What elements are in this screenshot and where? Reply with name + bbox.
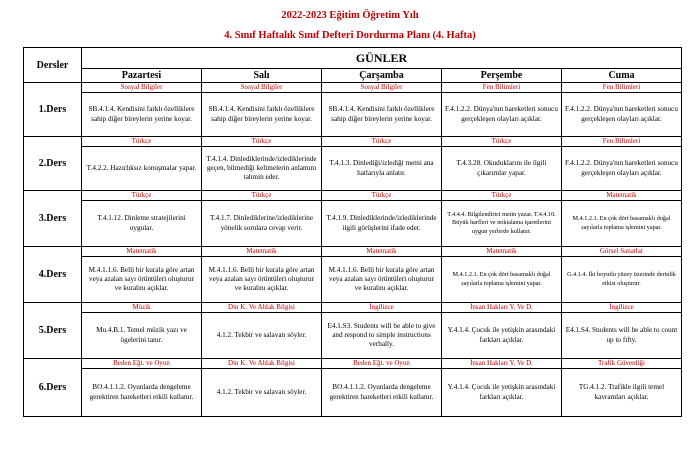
objective-text: 4.1.2. Tekbir ve salavatı söyler. xyxy=(216,387,307,396)
objective-text: E4.1.S3. Students will be able to give and respond to simple instructions verbally. xyxy=(327,321,436,349)
lesson-cell xyxy=(442,359,562,417)
lesson-cell xyxy=(562,247,682,303)
lesson-cell xyxy=(562,137,682,191)
weekly-plan-table xyxy=(23,47,682,417)
lesson-cell xyxy=(322,303,442,359)
subject-label: Fen Bilimleri xyxy=(442,83,561,93)
lesson-cell xyxy=(322,137,442,191)
objective-text: TG.4.1.2. Trafikle ilgili temel kavramları açıklar. xyxy=(578,383,665,401)
objective-text: T.4.1.3. Dinlediği/izlediği metni ana hatlarıyla anlatır. xyxy=(329,159,434,177)
subject-label: Sosyal Bilgiler xyxy=(322,83,441,93)
lesson-cell xyxy=(202,359,322,417)
subject-label: Müzik xyxy=(82,303,201,313)
day-header: Perşembe xyxy=(442,69,562,83)
lesson-cell xyxy=(82,247,202,303)
subject-label: Matematik xyxy=(442,247,561,257)
subject-label: Matematik xyxy=(562,191,681,201)
lesson-cell xyxy=(202,137,322,191)
subject-label: İngilizce xyxy=(562,303,681,313)
lesson-cell xyxy=(202,303,322,359)
lesson-cell xyxy=(322,359,442,417)
objective-text: Y.4.1.4. Çocuk ile yetişkin arasındaki farkları açıklar. xyxy=(447,326,556,344)
lesson-cell xyxy=(322,247,442,303)
lesson-cell xyxy=(82,303,202,359)
lesson-cell xyxy=(562,359,682,417)
objective-text: BO.4.1.1.2. Oyunlarda dengeleme gerektiren hareketleri etkili kullanır. xyxy=(89,383,194,401)
subject-label: Görsel Sanatlar xyxy=(562,247,681,257)
subject-label: Türkçe xyxy=(442,191,561,201)
table-row xyxy=(24,359,682,417)
objective-text: SB.4.1.4. Kendisini farklı özelliklere sahip diğer bireylerin yerine koyar. xyxy=(208,105,315,123)
table-row xyxy=(24,191,682,247)
subject-label: Beden Eğt. ve Oyun xyxy=(322,359,441,369)
lesson-cell xyxy=(562,303,682,359)
lesson-label: 3.Ders xyxy=(24,191,82,247)
objective-text: M.4.1.2.1. En çok dört basamaklı doğal sayılarla toplama işlemini yapar. xyxy=(572,215,671,231)
lesson-cell xyxy=(202,247,322,303)
lesson-label: 6.Ders xyxy=(24,359,82,417)
gunler-header: GÜNLER xyxy=(82,48,682,69)
objective-text: M.4.1.2.1. En çok dört basamaklı doğal sayılarla toplama işlemini yapar. xyxy=(452,271,551,287)
subject-label: Türkçe xyxy=(442,137,561,147)
objective-text: T.4.1.12. Dinleme stratejilerini uygular. xyxy=(97,214,186,232)
lesson-cell xyxy=(562,191,682,247)
lesson-cell xyxy=(322,191,442,247)
subject-label: İngilizce xyxy=(322,303,441,313)
objective-text: T.4.1.9. Dinlediklerinde/izlediklerinde ilgili görüşlerini ifade eder. xyxy=(326,214,437,232)
objective-text: SB.4.1.4. Kendisini farklı özelliklere sahip diğer bireylerin yerine koyar. xyxy=(88,105,195,123)
subject-label: Din K. Ve Ahlak Bilgisi xyxy=(202,359,321,369)
objective-text: M.4.1.1.6. Belli bir kurala göre artan veya azalan sayı örüntüleri oluşturur ve kuralını açıklar. xyxy=(88,265,195,293)
objective-text: F.4.1.2.2. Dünya'nın hareketleri sonucu gerçekleşen olayları açıklar. xyxy=(565,105,678,123)
objective-text: G.4.1.4. İki boyutlu yüzey üzerinde derinlik etkisi oluşturur. xyxy=(567,271,676,287)
objective-text: E4.1.S4. Students will be able to count up to fifty. xyxy=(565,326,678,344)
subject-label: Din K. Ve Ahlak Bilgisi xyxy=(202,303,321,313)
objective-text: T.4.3.28. Okuduklarını ile ilgili çıkarımlar yapar. xyxy=(456,159,547,177)
subject-label: İnsan Hakları Y. Ve D. xyxy=(442,303,561,313)
subject-label: Matematik xyxy=(322,247,441,257)
lesson-label: 4.Ders xyxy=(24,247,82,303)
objective-text: M.4.1.1.6. Belli bir kurala göre artan veya azalan sayı örüntüleri oluşturur ve kuralını açıklar. xyxy=(328,265,435,293)
subject-label: Türkçe xyxy=(82,137,201,147)
objective-text: T.4.2.2. Hazırlıksız konuşmalar yapar. xyxy=(86,163,197,172)
subject-label: Fen Bilimleri xyxy=(562,83,681,93)
subject-label: Sosyal Bilgiler xyxy=(82,83,201,93)
objective-text: Mu.4.B.1. Temel müzik yazı ve ögelerini tanır. xyxy=(96,326,187,344)
subject-label: İnsan Hakları Y. Ve D. xyxy=(442,359,561,369)
lesson-cell xyxy=(82,191,202,247)
subject-label: Beden Eğt. ve Oyun xyxy=(82,359,201,369)
day-header: Salı xyxy=(202,69,322,83)
lesson-cell xyxy=(442,247,562,303)
lesson-cell xyxy=(82,83,202,137)
table-row xyxy=(24,303,682,359)
objective-text: F.4.1.2.2. Dünya'nın hareketleri sonucu gerçekleşen olayları açıklar. xyxy=(565,159,678,177)
lesson-label: 2.Ders xyxy=(24,137,82,191)
day-header: Cuma xyxy=(562,69,682,83)
subject-label: Türkçe xyxy=(202,191,321,201)
subject-label: Matematik xyxy=(82,247,201,257)
day-header: Pazartesi xyxy=(82,69,202,83)
lesson-cell xyxy=(82,137,202,191)
lesson-cell xyxy=(82,359,202,417)
lesson-label: 1.Ders xyxy=(24,83,82,137)
objective-text: SB.4.1.4. Kendisini farklı özelliklere sahip diğer bireylerin yerine koyar. xyxy=(328,105,435,123)
lesson-cell xyxy=(442,83,562,137)
subject-label: Türkçe xyxy=(82,191,201,201)
objective-text: T.4.4.4. Bilgilendirici metin yazar. T.4.4.10. Büyük harfleri ve noktalama işaretlerini uygun yerlerde kullanır. xyxy=(447,211,556,235)
lesson-cell xyxy=(442,137,562,191)
subject-label: Türkçe xyxy=(322,191,441,201)
lesson-cell xyxy=(202,83,322,137)
lesson-cell xyxy=(202,191,322,247)
lesson-cell xyxy=(562,83,682,137)
objective-text: BO.4.1.1.2. Oyunlarda dengeleme gerektiren hareketleri etkili kullanır. xyxy=(329,383,434,401)
dersler-header: Dersler xyxy=(24,48,82,83)
lesson-cell xyxy=(442,303,562,359)
subject-label: Türkçe xyxy=(322,137,441,147)
lesson-cell xyxy=(442,191,562,247)
subject-label: Türkçe xyxy=(202,137,321,147)
objective-text: F.4.1.2.2. Dünya'nın hareketleri sonucu gerçekleşen olayları açıklar. xyxy=(445,105,558,123)
subject-label: Fen Bilimleri xyxy=(562,137,681,147)
objective-text: T.4.1.7. Dinlediklerine/izlediklerine yönelik sorulara cevap verir. xyxy=(209,214,314,232)
document-subtitle: 4. Sınıf Haftalık Sınıf Defteri Dordurma Planı (4. Hafta) xyxy=(224,30,476,41)
subject-label: Sosyal Bilgiler xyxy=(202,83,321,93)
table-row xyxy=(24,247,682,303)
objective-text: T.4.1.4. Dinlediklerinde/izlediklerinde geçen, bilmediği kelimelerin anlamını tahmin eder. xyxy=(206,154,317,182)
objective-text: M.4.1.1.6. Belli bir kurala göre artan veya azalan sayı örüntüleri oluşturur ve kuralını açıklar. xyxy=(208,265,315,293)
lesson-label: 5.Ders xyxy=(24,303,82,359)
objective-text: 4.1.2. Tekbir ve salavatı söyler. xyxy=(216,330,307,339)
subject-label: Matematik xyxy=(202,247,321,257)
document-title: 2022-2023 Eğitim Öğretim Yılı xyxy=(281,10,419,21)
table-row xyxy=(24,137,682,191)
lesson-cell xyxy=(322,83,442,137)
table-row xyxy=(24,83,682,137)
objective-text: Y.4.1.4. Çocuk ile yetişkin arasındaki farkları açıklar. xyxy=(447,383,556,401)
subject-label: Trafik Güvenliği xyxy=(562,359,681,369)
day-header: Çarşamba xyxy=(322,69,442,83)
